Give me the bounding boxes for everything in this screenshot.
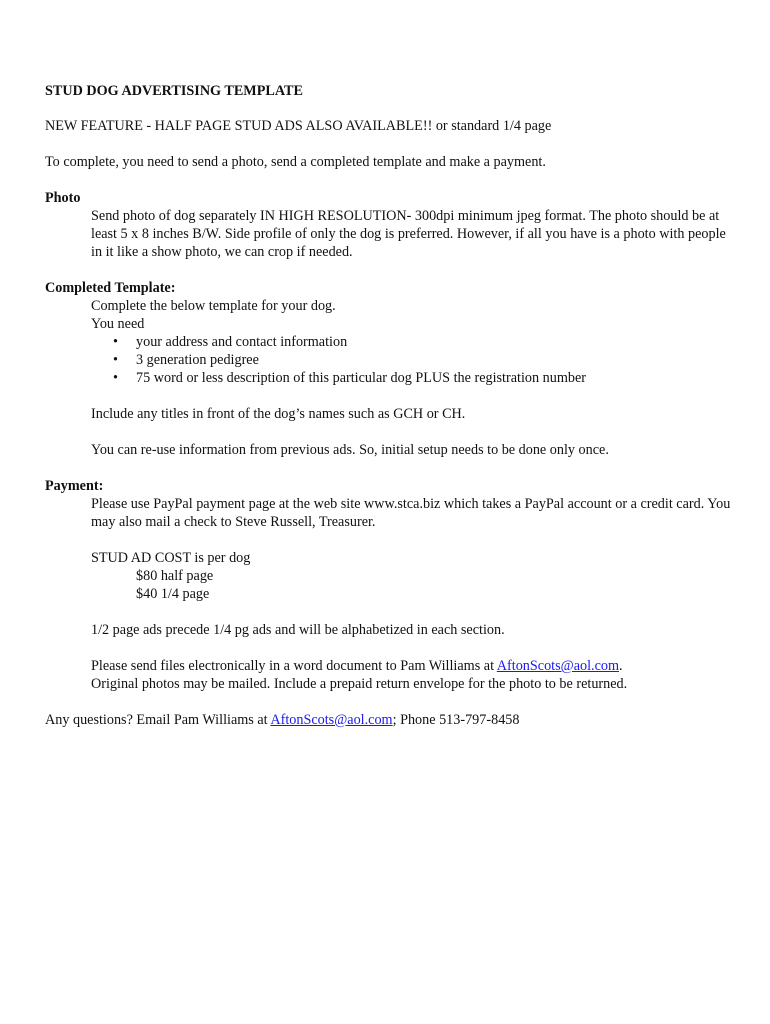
cost-half-page: $80 half page [136,568,214,584]
bullet-icon: • [113,370,118,386]
reuse-note: You can re-use information from previous ads. So, initial setup needs to be done only once. [91,442,609,458]
footer-line [45,711,735,729]
photo-heading: Photo [45,190,81,206]
requirements-list [45,333,735,387]
feature-line: NEW FEATURE - HALF PAGE STUD ADS ALSO AVAILABLE!! or standard 1/4 page [45,118,552,134]
order-note: 1/2 page ads precede 1/4 pg ads and will be alphabetized in each section. [91,622,505,638]
template-line-1: Complete the below template for your dog. [91,298,336,314]
list-item-text: your address and contact information [136,334,348,350]
footer-text: Any questions? Email Pam Williams at [45,712,271,728]
send-email-link[interactable]: AftonScots@aol.com [496,658,619,674]
template-section [45,279,735,459]
intro-line: To complete, you need to send a photo, send a completed template and make a payment. [45,154,546,170]
list-item [91,333,735,351]
list-item-text: 75 word or less description of this particular dog PLUS the registration number [136,370,586,386]
document-page [45,82,735,729]
document-title: STUD DOG ADVERTISING TEMPLATE [45,83,303,99]
template-heading: Completed Template: [45,280,176,296]
cost-quarter-page: $40 1/4 page [136,586,210,602]
titles-note: Include any titles in front of the dog’s names such as GCH or CH. [91,406,466,422]
list-item [91,351,735,369]
list-item-text: 3 generation pedigree [136,352,259,368]
mail-note: Original photos may be mailed. Include a prepaid return envelope for the photo to be returned. [91,676,628,692]
send-files-suffix: . [619,658,623,674]
payment-section [45,477,735,693]
photo-section [45,189,735,261]
bullet-icon: • [113,352,118,368]
send-files-line [45,657,735,675]
footer-email-link[interactable]: AftonScots@aol.com [270,712,393,728]
photo-body: Send photo of dog separately IN HIGH RESOLUTION- 300dpi minimum jpeg format. The photo should be at least 5 x 8 inches B/W. Side profile of only the dog is preferred. However, if all you have is a photo with people in it like a show photo, we can crop if needed. [91,208,726,260]
bullet-icon: • [113,334,118,350]
footer-phone-text: ; Phone 513-797-8458 [392,712,520,728]
cost-label: STUD AD COST is per dog [91,550,251,566]
payment-body: Please use PayPal payment page at the web site www.stca.biz which takes a PayPal account or a credit card. You may also mail a check to Steve Russell, Treasurer. [91,496,731,530]
payment-heading: Payment: [45,478,104,494]
template-line-2: You need [91,316,145,332]
send-files-text: Please send files electronically in a word document to Pam Williams at [91,658,497,674]
list-item [91,369,735,387]
